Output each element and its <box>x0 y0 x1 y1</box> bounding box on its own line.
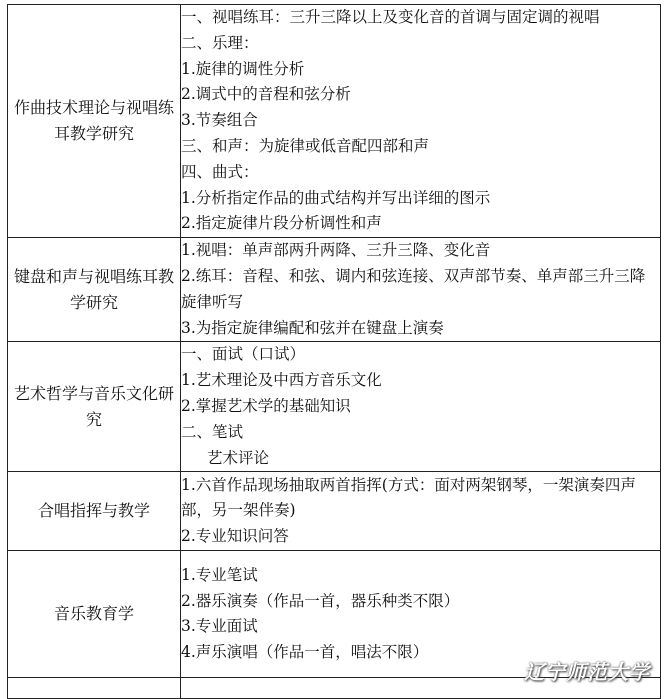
content-cell <box>181 238 661 342</box>
content-line: 1.艺术理论及中西方音乐文化 <box>181 371 382 390</box>
table-row <box>8 472 661 551</box>
subject-cell <box>8 472 181 551</box>
content-line: 四、曲式： <box>181 162 259 181</box>
content-line: 4.声乐演唱（作品一首，唱法不限） <box>181 643 429 662</box>
content-line: 二、乐理： <box>181 33 259 52</box>
subject-cell <box>8 5 181 238</box>
watermark-logo: 辽宁师范大学 <box>524 660 650 684</box>
content-cell <box>181 342 661 472</box>
subject-cell <box>8 678 181 699</box>
content-line: 1.分析指定作品的曲式结构并写出详细的图示 <box>181 188 491 207</box>
content-line: 一、面试（口试） <box>181 345 306 364</box>
content-line: 二、笔试 <box>181 422 244 441</box>
subject-cell <box>8 238 181 342</box>
content-cell <box>181 472 661 551</box>
content-line: 三、和声：为旋律或低音配四部和声 <box>181 136 430 155</box>
subject-name: 合唱指挥与教学 <box>37 501 150 521</box>
content-line: 3.节奏组合 <box>181 111 258 130</box>
content-line: 1.专业笔试 <box>181 565 258 584</box>
content-line: 3.为指定旋律编配和弦并在键盘上演奏 <box>181 318 444 337</box>
content-line: 1.六首作品现场抽取两首指挥(方式：面对两架钢琴，一架演奏四声部，另一架伴奏) <box>181 475 636 520</box>
subject-name: 艺术哲学与音乐文化研究 <box>13 383 174 429</box>
subject-name: 作曲技术理论与视唱练耳教学研究 <box>13 98 174 144</box>
content-line: 2.器乐演奏（作品一首，器乐种类不限） <box>181 591 460 610</box>
subject-name: 音乐教育学 <box>53 604 134 624</box>
content-line: 1.视唱：单声部两升两降、三升三降、变化音 <box>181 241 491 260</box>
content-line: 2.指定旋律片段分析调性和声 <box>181 214 382 233</box>
content-line: 1.旋律的调性分析 <box>181 59 305 78</box>
subject-cell <box>8 342 181 472</box>
table-row <box>8 5 661 238</box>
content-line: 3.专业面试 <box>181 617 258 636</box>
content-line: 2.掌握艺术学的基础知识 <box>181 396 351 415</box>
content-cell <box>181 5 661 238</box>
table-row <box>8 238 661 342</box>
table-row <box>8 342 661 472</box>
subject-name: 键盘和声与视唱练耳教学研究 <box>13 266 174 312</box>
content-line: 一、视唱练耳：三升三降以上及变化音的首调与固定调的视唱 <box>181 8 600 26</box>
content-line: 2.练耳：音程、和弦、调内和弦连接、双声部节奏、单声部三升三降旋律听写 <box>181 266 646 311</box>
content-line: 2.专业知识问答 <box>181 527 289 546</box>
content-line: 艺术评论 <box>207 448 270 467</box>
content-line: 2.调式中的音程和弦分析 <box>181 85 351 104</box>
subject-cell <box>8 551 181 678</box>
syllabus-table <box>7 4 661 699</box>
